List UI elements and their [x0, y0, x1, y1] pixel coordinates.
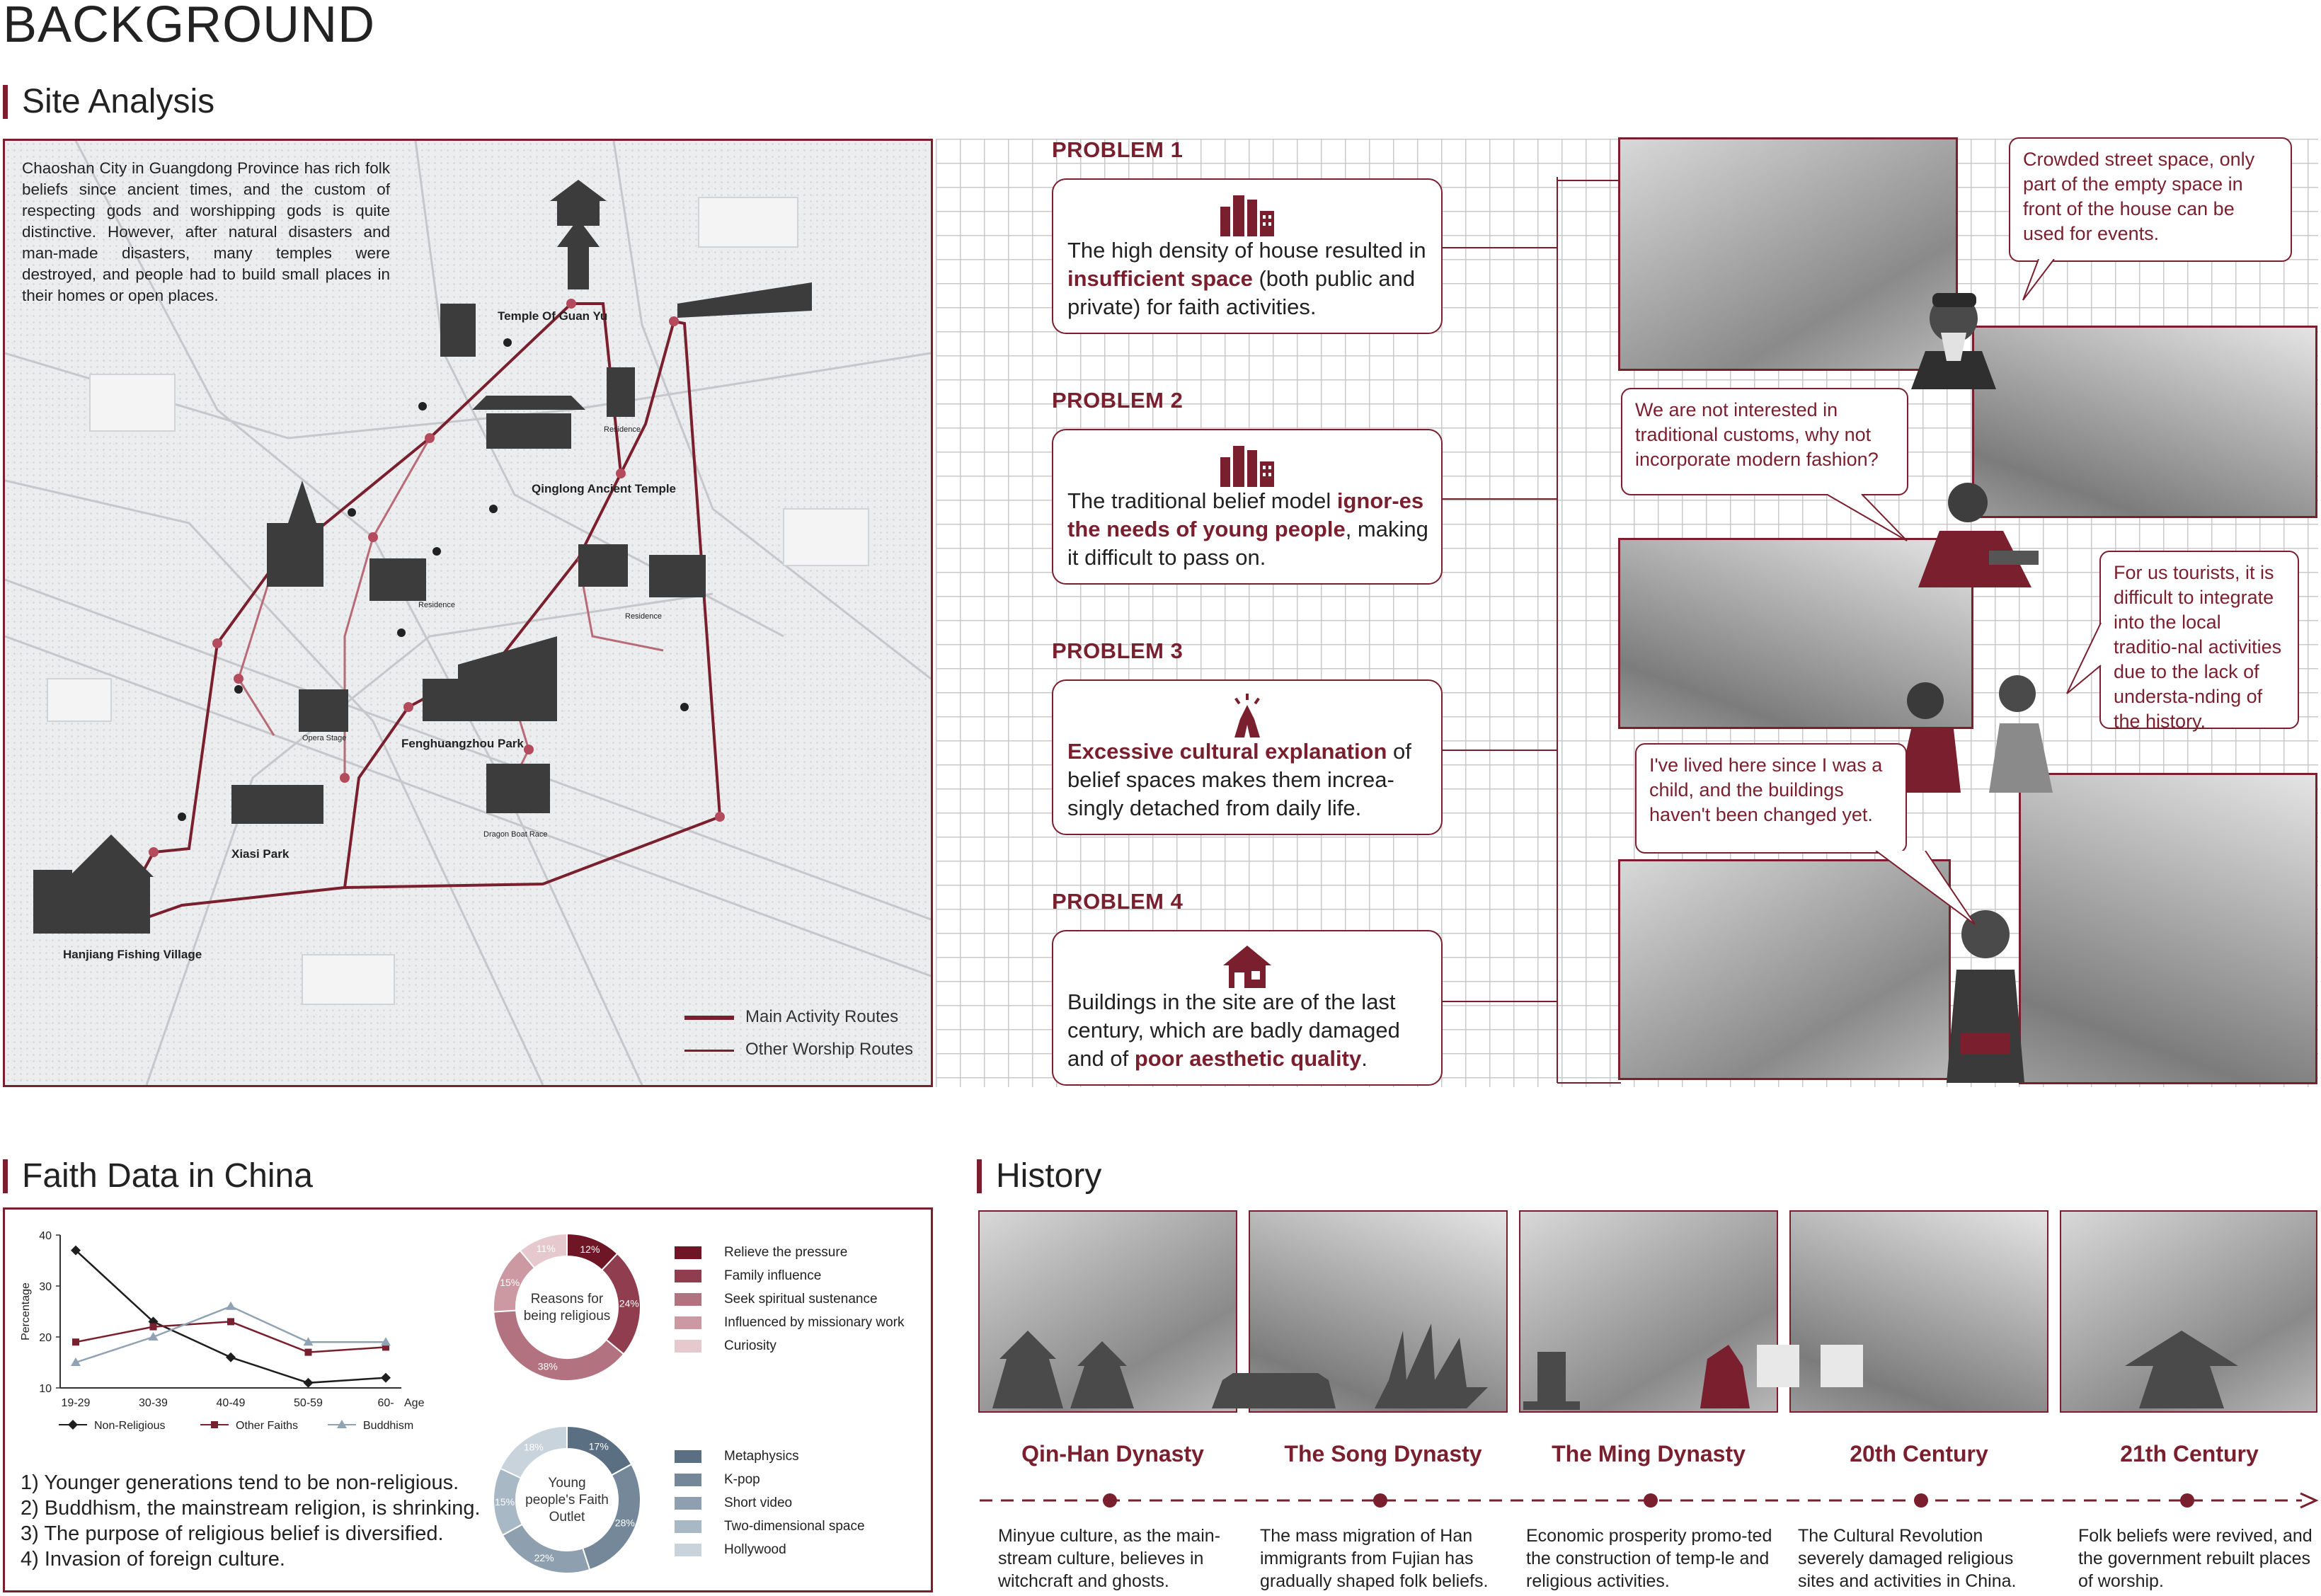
problem-2-card	[1052, 429, 1443, 585]
legend-label: Non-Religious	[94, 1420, 166, 1432]
problem-4-text	[1067, 988, 1428, 1073]
legend-swatch	[675, 1293, 701, 1306]
map-label-opera-stage: Opera Stage	[302, 734, 347, 742]
legend-swatch	[675, 1497, 701, 1510]
map-label-residence: Residence	[604, 425, 641, 434]
problem-3-text	[1067, 737, 1428, 822]
donut-value-label: 28%	[614, 1517, 635, 1529]
legend-main-routes: Main Activity Routes	[745, 1007, 899, 1026]
problem-4-title: PROBLEM 4	[1052, 889, 1184, 914]
legend-swatch	[675, 1340, 701, 1353]
faith-findings	[21, 1470, 488, 1572]
legend-label: Buddhism	[363, 1420, 414, 1432]
history-period-text: Economic prosperity promo-ted the construction of temp-le and religious activities.	[1526, 1526, 1772, 1591]
problem-text-part: , making it difficult to pass on.	[1067, 517, 1428, 570]
legend-item	[675, 1495, 865, 1519]
donut-value-label: 15%	[500, 1277, 520, 1289]
legend-swatch	[675, 1474, 701, 1486]
legend-item	[675, 1268, 905, 1292]
problem-highlight: poor aesthetic quality	[1134, 1046, 1362, 1071]
problem-1-card	[1052, 178, 1443, 334]
legend-label: Other Faiths	[236, 1420, 299, 1432]
y-tick-label: 40	[39, 1230, 52, 1242]
legend-label: Two-dimensional space	[724, 1519, 865, 1534]
map-label-residence: Residence	[418, 601, 455, 609]
page-title: BACKGROUND	[3, 0, 376, 53]
legend-swatch	[675, 1450, 701, 1463]
y-tick-label: 30	[39, 1281, 52, 1293]
elder-man-figure	[1904, 283, 2003, 389]
quote-bubble-2: We are not interested in traditional customs, why not incorporate modern fashion?	[1621, 388, 1908, 495]
map-label-residence: Residence	[625, 612, 662, 621]
legend-item	[675, 1292, 905, 1315]
legend-label: Short video	[724, 1495, 793, 1510]
quote-bubble-3: For us tourists, it is difficult to integrate into the local traditio-nal activities due to the lack of understa-nding of the history.	[2099, 551, 2299, 729]
x-tick-label: 60-	[377, 1397, 394, 1409]
reasons-legend	[675, 1245, 905, 1362]
legend-item	[675, 1472, 865, 1495]
bubble-tail	[2065, 623, 2102, 701]
legend-swatch	[675, 1246, 701, 1259]
legend-label: Seek spiritual sustenance	[724, 1292, 878, 1307]
data-point	[227, 1318, 234, 1325]
map-label-xiasi-park: Xiasi Park	[231, 847, 290, 861]
legend-swatch-other-route	[684, 1050, 734, 1052]
history-period-title: 20th Century	[1850, 1441, 1988, 1466]
history-period-title: Qin-Han Dynasty	[1021, 1441, 1204, 1466]
site-map	[3, 139, 933, 1087]
history-period-text: The Cultural Revolution severely damaged religious sites and activities in China.	[1798, 1526, 2017, 1591]
legend-swatch-main-route	[684, 1016, 734, 1020]
data-point	[68, 1420, 78, 1430]
section-title-faith-data: Faith Data in China	[3, 1159, 313, 1193]
legend-label: Curiosity	[724, 1338, 776, 1353]
archway-street-photo	[2019, 773, 2317, 1084]
x-axis-label: Age	[404, 1397, 425, 1409]
praying-hands-icon	[1219, 694, 1276, 737]
x-tick-label: 40-49	[216, 1397, 246, 1409]
finding-item: 4) Invasion of foreign culture.	[21, 1548, 285, 1571]
donut-value-label: 18%	[523, 1441, 544, 1453]
history-period-text: Minyue culture, as the main-stream culture, believes in witchcraft and ghosts.	[998, 1526, 1221, 1591]
history-period-title: 21th Century	[2120, 1441, 2259, 1466]
problem-text-part: .	[1361, 1046, 1368, 1071]
faith-data-panel	[3, 1207, 933, 1592]
legend-item	[675, 1315, 905, 1338]
history-period-text: The mass migration of Han immigrants from Fujian has gradually shaped folk beliefs.	[1260, 1526, 1489, 1591]
donut-value-label: 22%	[534, 1551, 554, 1563]
legend-label: Metaphysics	[724, 1449, 799, 1464]
series-line	[76, 1251, 386, 1383]
faith-outlet-legend	[675, 1449, 865, 1566]
quote-bubble-1: Crowded street space, only part of the empty space in front of the house can be used for events.	[2009, 137, 2292, 262]
donut-center-label: Young	[548, 1476, 586, 1491]
donut-center-label: people's Faith	[525, 1493, 609, 1508]
young-man-figure	[1911, 474, 2046, 587]
quote-bubble-4: I've lived here since I was a child, and the buildings haven't been changed yet.	[1635, 743, 1907, 854]
problem-text-part: of belief spaces makes them increa-singly detached from daily life.	[1067, 739, 1411, 820]
section-title-site-analysis: Site Analysis	[3, 85, 214, 119]
problem-2-text	[1067, 487, 1428, 572]
legend-swatch	[675, 1544, 701, 1556]
donut-value-label: 15%	[495, 1495, 515, 1508]
legend-swatch	[675, 1520, 701, 1533]
data-point	[211, 1421, 218, 1428]
donut-value-label: 17%	[588, 1440, 609, 1452]
map-label-qinglong-temple: Qinglong Ancient Temple	[532, 482, 676, 495]
donut-value-label: 24%	[619, 1297, 639, 1309]
problem-highlight: Excessive cultural explanation	[1067, 739, 1387, 764]
legend-label: Family influence	[724, 1268, 822, 1283]
donut-slice	[503, 1525, 590, 1573]
buildings-icon	[1219, 443, 1276, 487]
data-point	[226, 1302, 236, 1310]
donut-value-label: 12%	[580, 1244, 600, 1256]
data-point	[305, 1349, 312, 1356]
problem-highlight: ignor-es the needs of young people	[1067, 488, 1424, 541]
finding-item: 1) Younger generations tend to be non-religious.	[21, 1471, 459, 1494]
data-point	[381, 1373, 391, 1383]
legend-label: Influenced by missionary work	[724, 1315, 905, 1330]
finding-item: 3) The purpose of religious belief is diversified.	[21, 1522, 444, 1545]
legend-item	[675, 1245, 905, 1268]
legend-item	[675, 1338, 905, 1362]
religion-by-age-line-chart	[5, 1210, 472, 1443]
data-point	[72, 1338, 79, 1345]
history-silhouettes	[978, 1302, 2317, 1423]
x-tick-label: 50-59	[294, 1397, 323, 1409]
problem-connectors	[1430, 170, 1642, 1090]
map-label-fenghuangzhou-park: Fenghuangzhou Park	[401, 737, 524, 750]
history-period-title: The Ming Dynasty	[1552, 1441, 1746, 1466]
legend-label: K-pop	[724, 1472, 760, 1487]
legend-swatch	[675, 1270, 701, 1282]
legend-other-routes: Other Worship Routes	[745, 1040, 913, 1059]
faith-outlet-donut-chart	[482, 1415, 652, 1585]
donut-center-label: Reasons for	[530, 1292, 604, 1307]
problem-2-title: PROBLEM 2	[1052, 388, 1184, 413]
problem-highlight: insufficient space	[1067, 266, 1253, 291]
history-period-text: Folk beliefs were revived, and the government rebuilt places of worship.	[2078, 1526, 2313, 1591]
legend-item	[675, 1542, 865, 1566]
section-title-history: History	[977, 1159, 1101, 1193]
problem-4-card	[1052, 930, 1443, 1086]
finding-item: 2) Buddhism, the mainstream religion, is shrinking.	[21, 1497, 481, 1520]
donut-value-label: 38%	[537, 1360, 558, 1372]
reasons-donut-chart	[482, 1222, 652, 1392]
legend-item	[675, 1519, 865, 1542]
problem-text-part: The traditional belief model	[1067, 488, 1337, 513]
problem-1-title: PROBLEM 1	[1052, 137, 1184, 162]
map-label-dragon-boat-race: Dragon Boat Race	[483, 830, 548, 839]
legend-label: Hollywood	[724, 1542, 786, 1557]
problem-text-part: (both public and private) for faith activities.	[1067, 266, 1416, 319]
donut-center-label: Outlet	[549, 1510, 585, 1525]
bubble-tail	[2017, 259, 2060, 302]
bubble-tail	[1869, 851, 1982, 929]
data-point	[304, 1378, 314, 1388]
buildings-icon	[1219, 193, 1276, 236]
map-label-hanjiang-village: Hanjiang Fishing Village	[63, 948, 202, 961]
history-timeline	[977, 1486, 2321, 1515]
legend-label: Relieve the pressure	[724, 1245, 848, 1260]
y-axis-label: Percentage	[20, 1282, 32, 1340]
problem-text-part: Buildings in the site are of the last century, which are badly damaged and of	[1067, 989, 1400, 1071]
legend-swatch	[675, 1316, 701, 1329]
x-tick-label: 30-39	[139, 1397, 168, 1409]
history-period-title: The Song Dynasty	[1284, 1441, 1482, 1466]
data-point	[226, 1353, 236, 1362]
donut-value-label: 11%	[536, 1243, 556, 1255]
y-tick-label: 20	[39, 1332, 52, 1344]
bubble-tail	[1812, 494, 1911, 544]
donut-center-label: being religious	[523, 1309, 611, 1324]
data-point	[150, 1324, 157, 1331]
site-intro-text: Chaoshan City in Guangdong Province has rich folk beliefs since ancient times, and the custom of respecting gods and worshipping gods is quite distinctive. However, after natural disasters and man-made disasters, many temples were destroyed, and people had to build small places in their homes or open places.	[22, 159, 390, 304]
problem-3-card	[1052, 679, 1443, 835]
y-tick-label: 10	[39, 1383, 52, 1395]
problem-3-title: PROBLEM 3	[1052, 638, 1184, 663]
x-tick-label: 19-29	[61, 1397, 91, 1409]
map-label-temple-guan-yu: Temple Of Guan Yu	[498, 309, 608, 323]
problem-text-part: The high density of house resulted in	[1067, 238, 1426, 263]
house-icon	[1219, 944, 1276, 988]
problem-1-text	[1067, 236, 1428, 321]
legend-item	[675, 1449, 865, 1472]
